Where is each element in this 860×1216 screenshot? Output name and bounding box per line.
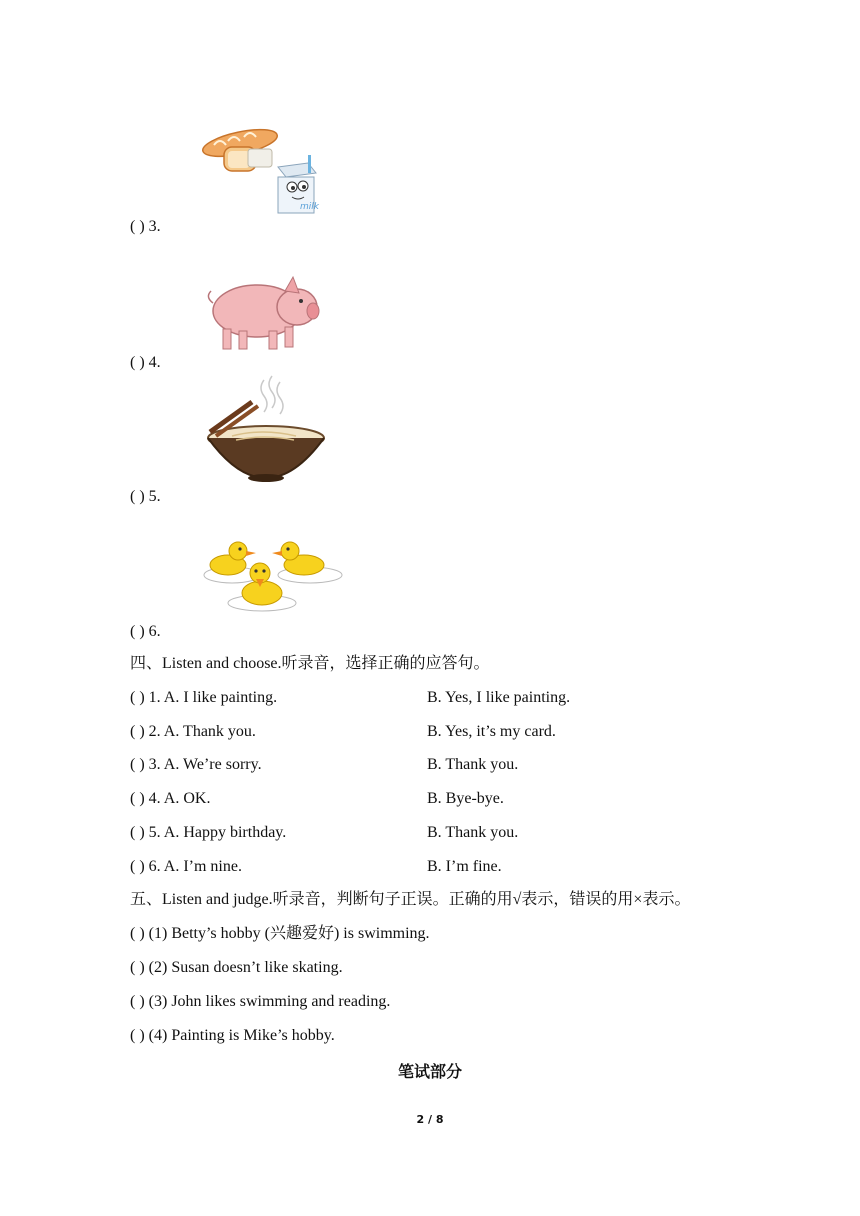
section4-row-3-b: B. Thank you. xyxy=(427,756,519,773)
section4-row-1-a: ( ) 1. A. I like painting. xyxy=(130,689,278,706)
picture-item-4-label: ( ) 4. xyxy=(130,354,161,371)
section4-row-2-a: ( ) 2. A. Thank you. xyxy=(130,723,256,740)
page-number: 2 / 8 xyxy=(416,1113,444,1126)
section5-item-4: ( ) (4) Painting is Mike’s hobby. xyxy=(130,1027,335,1044)
section5-title: 五、Listen and judge.听录音，判断句子正误。正确的用√表示，错误的用×表示。 xyxy=(130,891,691,908)
pig-image xyxy=(205,273,325,353)
section4-row-3-a: ( ) 3. A. We’re sorry. xyxy=(130,756,262,773)
section4-row-2-b: B. Yes, it’s my card. xyxy=(427,723,556,740)
noodles-bowl-image xyxy=(202,374,330,488)
section5-item-2: ( ) (2) Susan doesn’t like skating. xyxy=(130,959,343,976)
section4-row-6-b: B. I’m fine. xyxy=(427,858,502,875)
picture-item-6-label: ( ) 6. xyxy=(130,623,161,640)
section4-row-4-a: ( ) 4. A. OK. xyxy=(130,790,211,807)
picture-item-5-label: ( ) 5. xyxy=(130,488,161,505)
picture-item-3-label: ( ) 3. xyxy=(130,218,161,235)
section4-title: 四、Listen and choose.听录音，选择正确的应答句。 xyxy=(130,655,490,672)
section4-row-5-a: ( ) 5. A. Happy birthday. xyxy=(130,824,287,841)
section4-row-1-b: B. Yes, I like painting. xyxy=(427,689,571,706)
section4-row-5-b: B. Thank you. xyxy=(427,824,519,841)
bread-and-milk-image xyxy=(200,125,335,217)
written-part-heading: 笔试部分 xyxy=(397,1062,462,1081)
section5-item-3: ( ) (3) John likes swimming and reading. xyxy=(130,993,391,1010)
ducks-image xyxy=(200,535,346,617)
section5-item-1: ( ) (1) Betty’s hobby (兴趣爱好) is swimming. xyxy=(130,925,430,942)
svg-text:milk: milk xyxy=(300,202,319,212)
section4-row-4-b: B. Bye-bye. xyxy=(427,790,504,807)
section4-row-6-a: ( ) 6. A. I’m nine. xyxy=(130,858,242,875)
